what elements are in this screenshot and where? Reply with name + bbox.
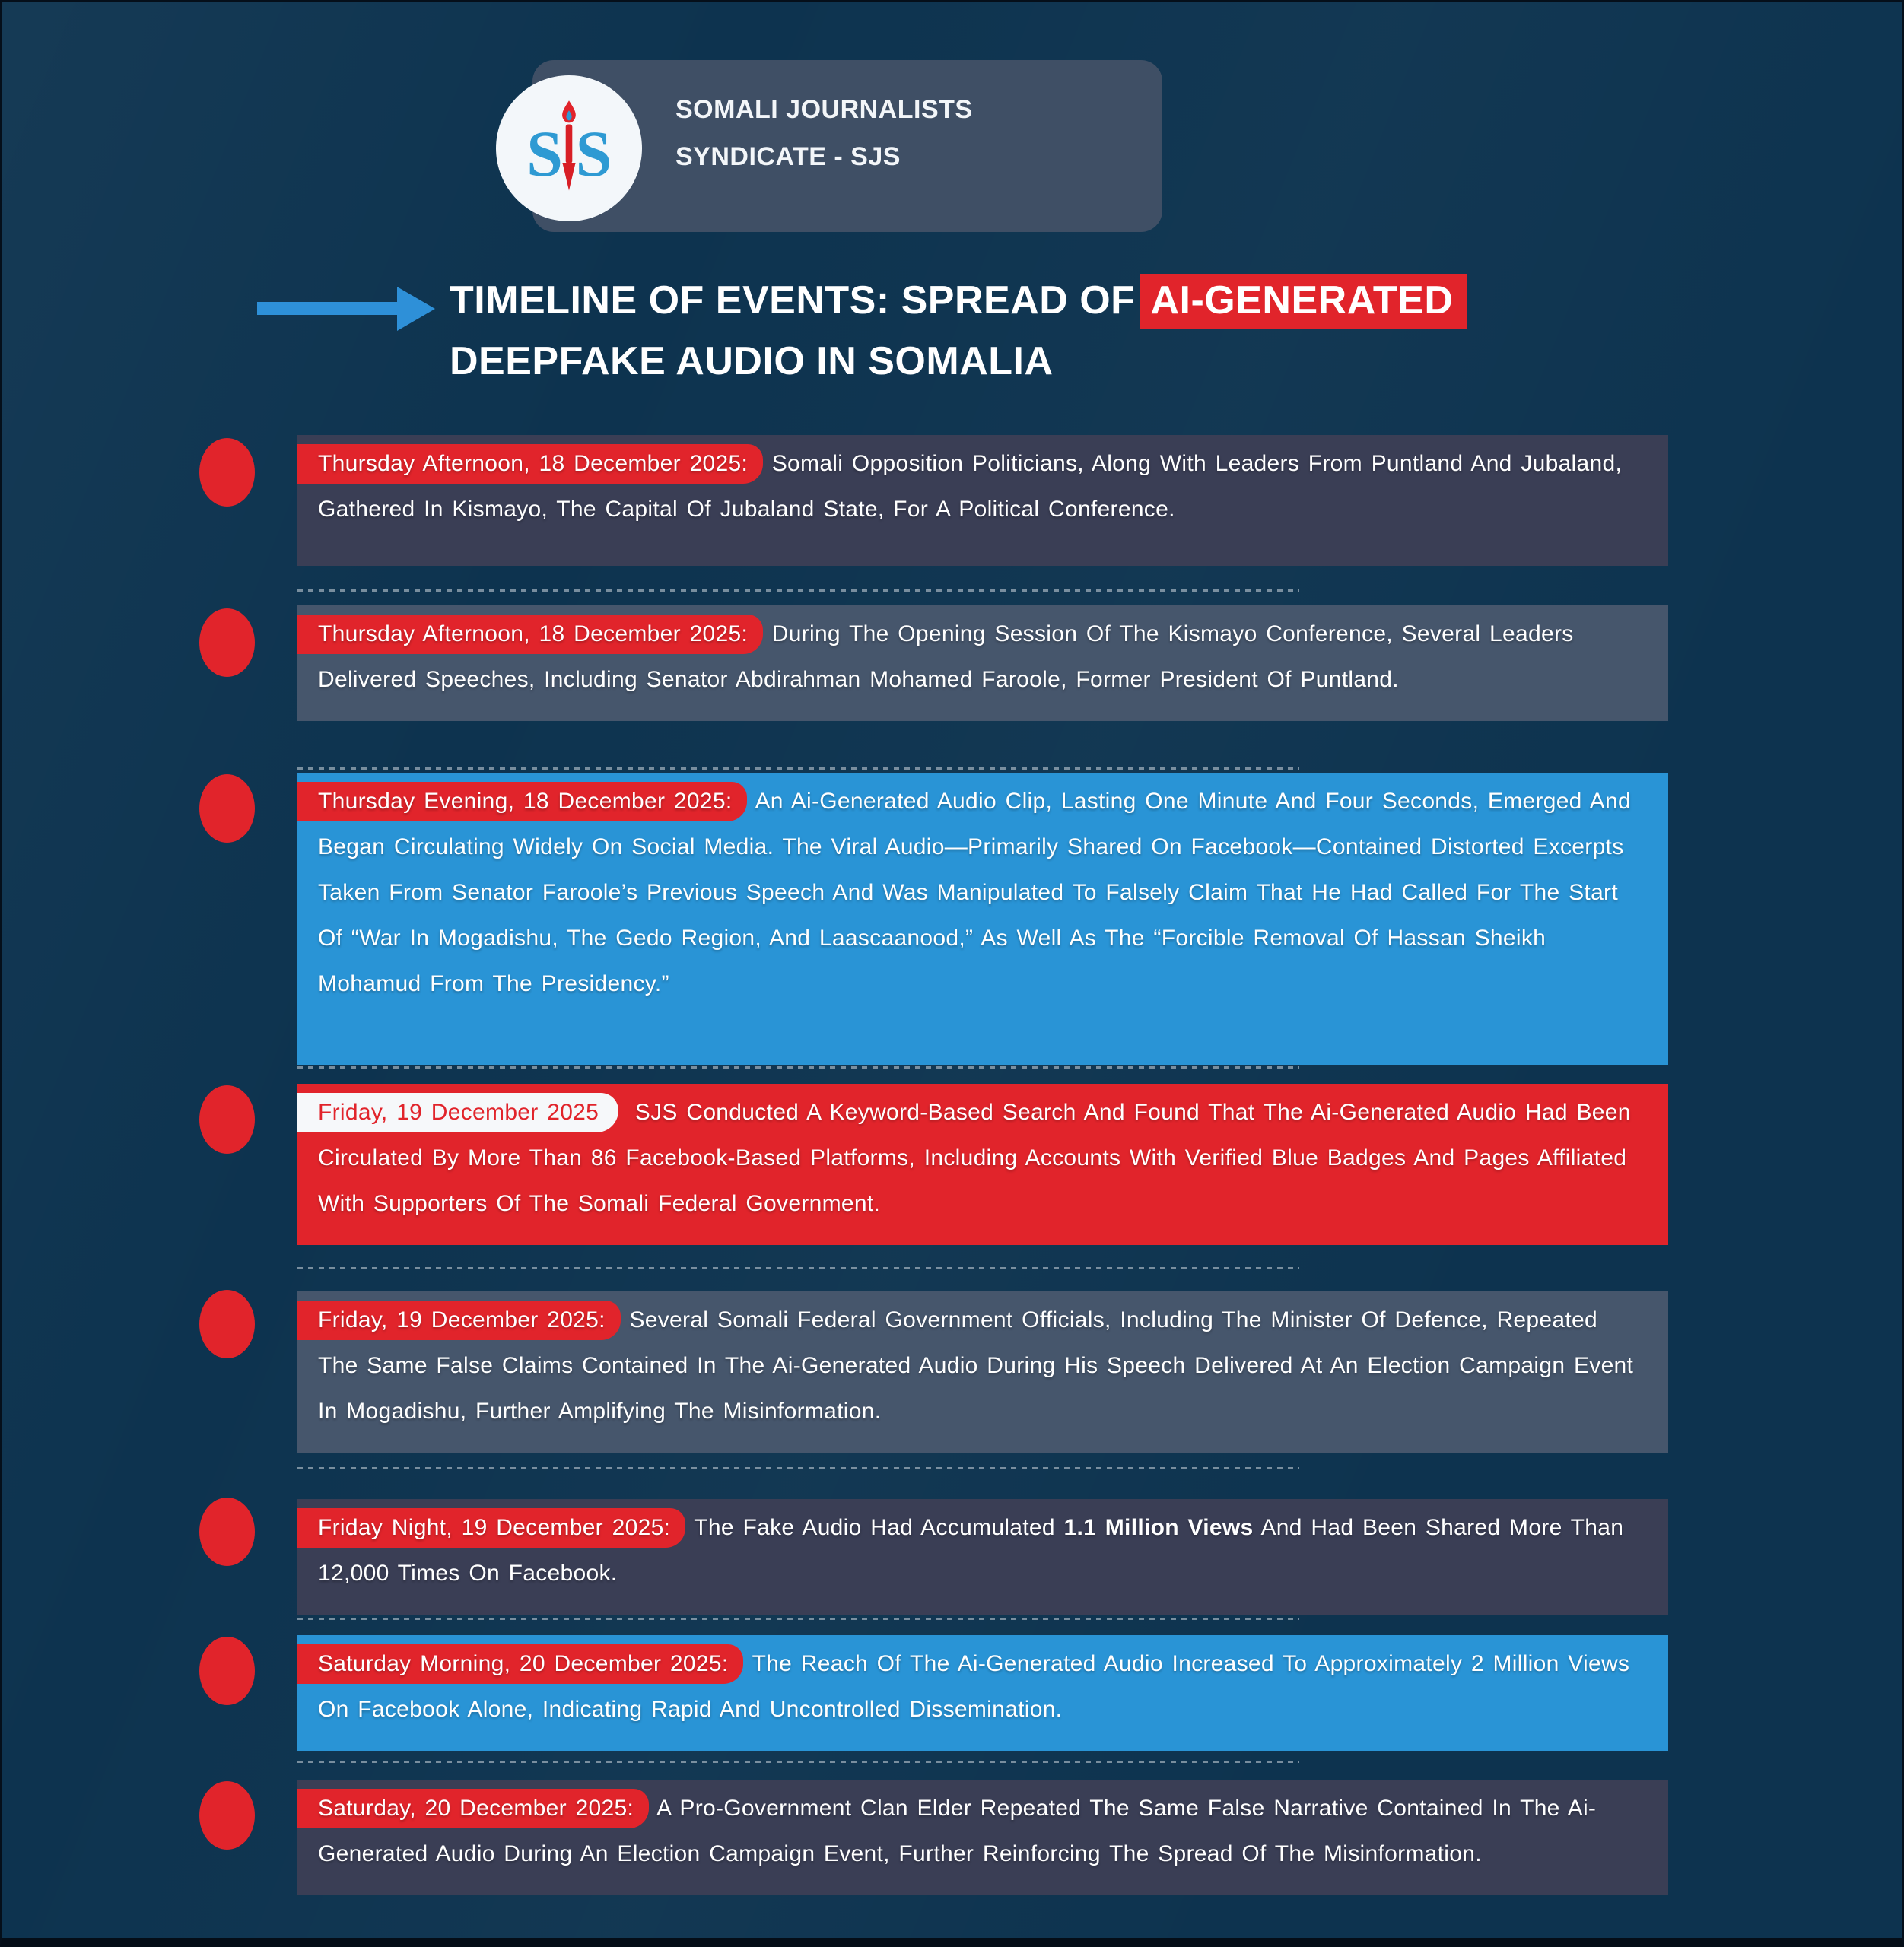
sjs-logo [496,75,642,221]
event-date-badge: Saturday Morning, 20 December 2025: [297,1644,743,1684]
org-name-line2: SYNDICATE - SJS [675,142,901,171]
event-text: Saturday Morning, 20 December 2025: The Reach Of The Ai-Generated Audio Increased To Approximately 2 Million Views On Facebook Alone, Indicating Rapid And Uncontrolled Dissemination. [297,1635,1668,1751]
timeline-card-8 [297,1780,1668,1895]
sjs-logo-icon [526,97,612,199]
svg-text:S: S [526,117,563,191]
event-date-badge: Thursday Afternoon, 18 December 2025: [297,444,763,484]
dotted-separator-6 [297,1618,1299,1620]
event-text: Saturday, 20 December 2025: A Pro-Government Clan Elder Repeated The Same False Narrative Contained In The Ai-Generated Audio During An Election Campaign Event, Further Reinforcing The Spread Of The Misinformation. [297,1780,1668,1895]
dotted-separator-2 [297,767,1299,770]
event-text: Thursday Afternoon, 18 December 2025: During The Opening Session Of The Kismayo Conference, Several Leaders Delivered Speeches, Including Senator Abdirahman Mohamed Faroole, Former President Of Puntland. [297,605,1668,721]
dotted-separator-3 [297,1066,1299,1069]
event-text: Thursday Afternoon, 18 December 2025: Somali Opposition Politicians, Along With Leaders From Puntland And Jubaland, Gathered In Kismayo, The Capital Of Jubaland State, For A Political Conference. [297,435,1668,551]
event-date-badge: Thursday Afternoon, 18 December 2025: [297,615,763,654]
event-text: Friday, 19 December 2025 SJS Conducted A Keyword-Based Search And Found That The Ai-Generated Audio Had Been Circulated By More Than 86 Facebook-Based Platforms, Including Accounts With Verified Blue Badges And Pages Affiliated With Supporters Of The Somali Federal Government. [297,1084,1668,1245]
timeline-bullet-2 [199,608,255,677]
dotted-separator-1 [297,589,1299,592]
event-text: Friday Night, 19 December 2025: The Fake Audio Had Accumulated 1.1 Million Views And Had Been Shared More Than 12,000 Times On Facebook. [297,1499,1668,1615]
timeline-card-4 [297,1084,1668,1245]
svg-text:S: S [575,117,612,191]
page-title-line1: TIMELINE OF EVENTS: SPREAD OF AI-GENERATED [450,278,1467,323]
timeline-card-7 [297,1635,1668,1751]
org-name-line1: SOMALI JOURNALISTS [675,95,973,124]
event-date-badge: Thursday Evening, 18 December 2025: [297,782,747,821]
page-title-line2: DEEPFAKE AUDIO IN SOMALIA [450,339,1054,383]
event-date-badge: Saturday, 20 December 2025: [297,1789,649,1828]
dotted-separator-4 [297,1267,1299,1269]
timeline-bullet-8 [199,1781,255,1850]
timeline-bullet-3 [199,774,255,843]
event-date-badge: Friday Night, 19 December 2025: [297,1508,685,1548]
dotted-separator-7 [297,1761,1299,1763]
dotted-separator-5 [297,1467,1299,1469]
timeline-card-1 [297,435,1668,566]
event-date-badge: Friday, 19 December 2025: [297,1301,621,1340]
views-count-bold: 1.1 Million Views [1063,1515,1254,1540]
timeline-bullet-7 [199,1637,255,1705]
event-text: Friday, 19 December 2025: Several Somali Federal Government Officials, Including The Minister Of Defence, Repeated The Same False Claims Contained In The Ai-Generated Audio During His Speech Delivered At An Election Campaign Event In Mogadishu, Further Amplifying The Misinformation. [297,1291,1668,1453]
org-name [675,86,1147,180]
timeline-card-6 [297,1499,1668,1615]
timeline-card-5 [297,1291,1668,1453]
timeline-bullet-4 [199,1085,255,1154]
timeline-card-3 [297,773,1668,1065]
timeline-bullet-5 [199,1290,255,1358]
ai-generated-highlight: AI-GENERATED [1140,274,1467,329]
event-date-badge: Friday, 19 December 2025 [297,1093,618,1132]
timeline-bullet-1 [199,438,255,507]
title-arrow-head-icon [397,287,435,331]
event-text: Thursday Evening, 18 December 2025: An Ai-Generated Audio Clip, Lasting One Minute And Four Seconds, Emerged And Began Circulating Widely On Social Media. The Viral Audio—Primarily Shared On Facebook—Contained Distorted Excerpts Taken From Senator Faroole’s Previous Speech And Was Manipulated To Falsely Claim That He Had Called For The Start Of “War In Mogadishu, The Gedo Region, And Laascaanood,” As Well As The “Forcible Removal Of Hassan Sheikh Mohamud From The Presidency.” [297,773,1668,1065]
title-arrow-icon [257,302,399,315]
timeline-card-2 [297,605,1668,721]
timeline-bullet-6 [199,1498,255,1566]
